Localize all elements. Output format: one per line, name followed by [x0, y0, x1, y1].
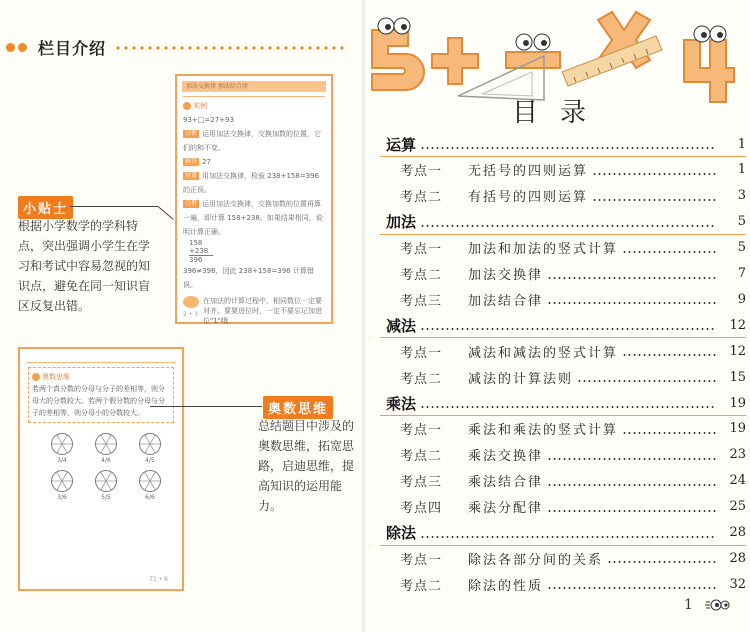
verify-text: 用加法交换律，检验 238+158=396 的正误。	[183, 172, 320, 194]
olympiad-connector	[150, 406, 262, 407]
fraction-wheel	[86, 433, 126, 464]
pie-wheel-icon	[139, 470, 161, 492]
toc-topic-number: 考点二	[400, 449, 443, 465]
toc-topic-title: 减法的计算法则	[468, 371, 574, 387]
toc-leader	[607, 561, 716, 563]
toc-topic-number: 考点一	[400, 345, 443, 361]
toc-topic-title: 乘法分配律	[468, 501, 544, 517]
toc-topic[interactable]	[366, 287, 746, 311]
toc-leader	[420, 536, 716, 538]
analysis-text: 运用加法交换律，交换加数的位置，它们的和不变。	[183, 130, 322, 152]
toc-topic[interactable]	[366, 495, 746, 519]
toc-topic-page: 28	[729, 550, 746, 566]
example-equation: 93+□=27+93	[183, 116, 234, 124]
sample-bar: 加法交换律 加法结合律	[182, 81, 326, 92]
toc-leader	[547, 484, 716, 486]
toc-topic-number: 考点二	[400, 190, 443, 206]
toc-topic[interactable]	[366, 546, 746, 570]
toc-leader	[547, 587, 716, 589]
toc-topic-number: 考点一	[400, 164, 443, 180]
toc-section-page: 1	[737, 136, 746, 152]
tips-connector	[70, 206, 158, 207]
toc-topic-number: 考点三	[400, 475, 443, 491]
toc-section[interactable]	[366, 313, 746, 337]
toc-topic-title: 乘法结合律	[468, 475, 544, 491]
calc-bottom: 396	[189, 256, 203, 264]
toc-topic[interactable]	[366, 339, 746, 363]
fraction-wheels	[42, 433, 182, 501]
toc-leader	[592, 173, 716, 175]
toc-leader	[420, 406, 716, 408]
toc-topic-page: 23	[729, 447, 746, 463]
conclusion-text: 396≠396，因此 238+158=396 计算错误。	[183, 267, 314, 289]
toc-leader	[420, 328, 716, 330]
toc-topic-number: 考点二	[400, 578, 443, 594]
toc-leader	[420, 147, 716, 149]
tips-description: 根据小学数学的学科特点，突出强调小学生在学习和考试中容易忽视的知识点，避免在同一知识盲区反复出错。	[18, 219, 151, 313]
tips-connector-angle	[158, 206, 174, 220]
toc-topic[interactable]	[366, 365, 746, 389]
toc-topic[interactable]	[366, 262, 746, 286]
fraction-wheel	[42, 433, 82, 464]
olympiad-box-text: 若两个真分数的分母与分子的差相等，则分母大的分数较大。若两个假分数的分母与分子的差相等，则分母小的分数较大。	[32, 385, 165, 417]
header-dotted-line	[114, 45, 346, 51]
note-bubble-icon	[183, 296, 199, 308]
toc-section-page: 28	[729, 525, 746, 540]
toc-topic-page: 24	[729, 473, 746, 489]
toc-topic-title: 加法和加法的竖式计算	[468, 242, 619, 258]
sample2-bar	[26, 353, 176, 363]
toc-topic-page: 15	[729, 369, 746, 385]
toc-topic-number: 考点一	[400, 552, 443, 568]
toc-topic[interactable]	[366, 443, 746, 467]
toc-section-title: 运算	[386, 135, 417, 154]
analysis2-tag: 分析	[185, 200, 198, 207]
toc-topic-page: 19	[729, 421, 746, 437]
header-bullet-icon	[18, 43, 27, 52]
fraction-label: 3/6	[57, 494, 67, 501]
sample-page-olympiad	[18, 347, 184, 591]
example-label: 实例	[193, 102, 207, 110]
toc-section[interactable]	[366, 391, 746, 415]
olympiad-description: 总结题目中涉及的奥数思维，拓宽思路，启迪思维，提高知识的运用能力。	[258, 419, 355, 513]
right-page	[366, 0, 750, 632]
toc-topic-page: 32	[729, 576, 746, 592]
fraction-wheel	[130, 433, 170, 464]
toc-topic-number: 考点二	[400, 371, 443, 387]
toc-topic-title: 加法结合律	[468, 293, 544, 309]
fraction-label: 5/5	[101, 494, 111, 501]
toc-topic-title: 有括号的四则运算	[468, 190, 589, 206]
toc-topic-number: 考点一	[400, 242, 443, 258]
fraction-wheel	[86, 470, 126, 501]
toc-topic-page: 7	[737, 266, 746, 281]
toc-topic[interactable]	[366, 184, 746, 208]
header-title: 栏目介绍	[38, 39, 107, 58]
toc-leader	[547, 510, 716, 512]
fraction-label: 4/6	[101, 457, 111, 464]
toc-topic-number: 考点一	[400, 423, 443, 439]
toc-leader	[577, 380, 716, 382]
pie-wheel-icon	[139, 433, 161, 455]
analysis2-text: 运用加法交换律，交换加数的位置再算一遍，即计算 158+238。如果结果相同，说明计算正确。	[183, 200, 323, 236]
olympiad-box	[28, 367, 174, 423]
fraction-wheel	[130, 470, 170, 501]
toc-topic-title: 乘法交换律	[468, 449, 544, 465]
toc-topic-page: 12	[729, 343, 746, 359]
toc-leader	[547, 458, 716, 460]
example-icon	[183, 102, 191, 110]
toc-section-title: 乘法	[386, 394, 417, 413]
pie-wheel-icon	[95, 470, 117, 492]
toc-topic[interactable]	[366, 572, 746, 596]
tips-label: 小贴士	[18, 196, 73, 219]
calc-top: 158	[189, 239, 203, 247]
footer-eyes-icon	[704, 598, 730, 612]
toc-topic-page: 5	[737, 240, 746, 256]
fraction-label: 6/6	[145, 494, 155, 501]
toc-topic-number: 考点三	[400, 293, 443, 309]
toc-section[interactable]	[366, 210, 746, 234]
fraction-wheel	[42, 470, 82, 501]
calc-mid: +238	[189, 247, 213, 256]
toc-topic-number: 考点四	[400, 501, 443, 517]
left-page	[0, 0, 366, 632]
page-number: 1	[684, 597, 693, 613]
note-text: 在加法的计算过程中，相同数位一定要对齐。要要进位时，一定不要忘记加进位"1"哦。	[203, 297, 322, 325]
toc-topic[interactable]	[366, 236, 746, 260]
toc-topic[interactable]	[366, 417, 746, 441]
header-bullet-icon	[6, 43, 15, 52]
toc-section-title: 除法	[386, 524, 417, 542]
toc-topic-title: 无括号的四则运算	[468, 164, 589, 180]
toc-section-title: 加法	[386, 213, 417, 232]
toc-topic-page: 1	[737, 162, 746, 178]
toc-leader	[592, 199, 716, 201]
toc-topic-title: 加法交换律	[468, 268, 544, 283]
toc-topic-title: 除法各部分间的关系	[468, 552, 604, 568]
fraction-label: 4/5	[145, 457, 155, 464]
toc-topic-page: 3	[737, 188, 746, 204]
toc-topic-title: 乘法和乘法的竖式计算	[468, 423, 619, 439]
pie-wheel-icon	[51, 470, 73, 492]
toc-section-page: 12	[729, 317, 746, 333]
toc-section-page: 19	[729, 395, 746, 411]
toc-topic-title: 除法的性质	[468, 578, 544, 594]
answer-tag: 解答	[185, 158, 198, 165]
answer-value: 27	[202, 158, 211, 166]
toc-topic-title: 减法和减法的竖式计算	[468, 345, 619, 361]
left-header	[6, 36, 346, 59]
sample2-page-number: 71 • 6	[149, 576, 168, 583]
toc-topic[interactable]	[366, 158, 746, 182]
toc-topic-page: 9	[737, 291, 746, 307]
toc-section[interactable]	[366, 521, 746, 545]
toc-topic-number: 考点二	[400, 268, 443, 283]
olympiad-box-title: 奥数思维	[42, 373, 70, 381]
pie-wheel-icon	[51, 433, 73, 455]
sample-page-number: 2 • 3	[183, 311, 198, 318]
analysis-tag: 分析	[185, 130, 198, 137]
olympiad-box-icon	[32, 373, 40, 381]
pie-wheel-icon	[95, 433, 117, 455]
sample-page-tips	[175, 74, 333, 324]
toc-leader	[622, 432, 716, 434]
toc-topic-page: 25	[729, 499, 746, 515]
toc-section-title: 减法	[386, 316, 417, 335]
toc-title: 目录	[512, 98, 609, 128]
olympiad-label: 奥数思维	[263, 396, 333, 419]
verify-tag: 验算	[185, 172, 198, 179]
toc-leader	[420, 225, 716, 227]
toc-section[interactable]	[366, 132, 746, 156]
toc-leader	[622, 251, 716, 253]
toc-leader	[547, 302, 716, 304]
toc-section-page: 5	[737, 214, 746, 230]
fraction-label: 3/4	[57, 457, 67, 464]
toc-topic[interactable]	[366, 469, 746, 493]
toc-leader	[547, 277, 716, 279]
toc-leader	[622, 354, 716, 356]
